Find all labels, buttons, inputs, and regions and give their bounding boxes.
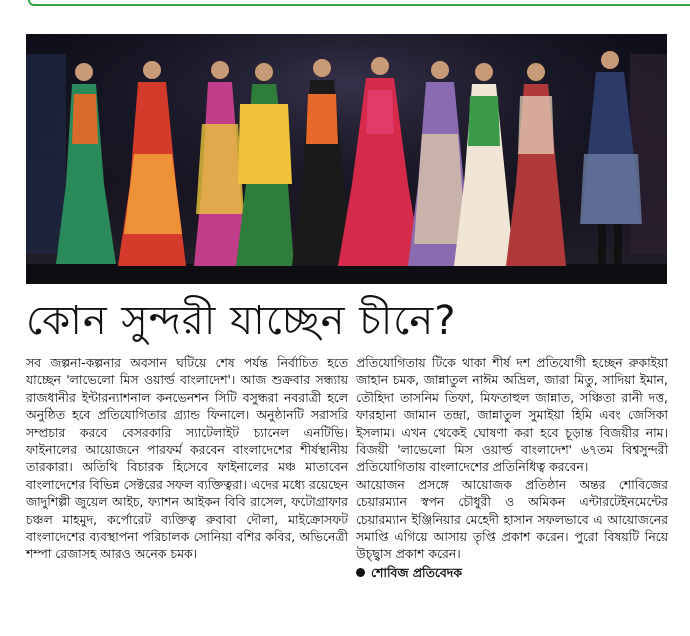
top-border-rule bbox=[28, 0, 690, 6]
paragraph: সব জল্পনা-কল্পনার অবসান ঘটিয়ে শেষ পর্যন্ত নির্বাচিত হতে যাচ্ছেন 'লাভেলো মিস ওয়ার্ল্ড বাংলাদেশ'। আজ শুক্রবার সন্ধ্যায় রাজধানীর ইন্টারন্যাশনাল কনভেনশন সিটি বসুন্ধরা নবরাত্রী হলে অনুষ্ঠিত হবে প্রতিযোগিতার গ্র্যান্ড ফিনালে। অনুষ্ঠানটি সরাসরি সম্প্রচার করবে বেসরকারি স্যাটেলাইট চ্যানেল এনটিভি। ফাইনালের আয়োজনে পারফর্ম করবেন বাংলাদেশের শীর্ষস্থানীয় তারকারা। অতিথি বিচারক হিসেবে ফাইনালের মঞ্চ মাতাবেন বাংলাদেশের বিভিন্ন সেক্টরের সফল ব্যক্তিত্বরা। এদের মধ্যে রয়েছেন জাদুশিল্পী জুয়েল আইচ, ফ্যাশন আইকন বিবি রাসেল, ফটোগ্রাফার চঞ্চল মাহমুদ, কর্পোরেট ব্যক্তিত্ব রুবাবা দৌলা, মাইক্রোসফট বাংলাদেশের ব্যবস্থাপনা পরিচালক সোনিয়া বশির কবির, অভিনেত্রী শম্পা রেজাসহ আরও অনেক চমক। bbox=[26, 355, 348, 562]
byline bbox=[356, 564, 668, 581]
article-photo bbox=[26, 34, 667, 284]
paragraph: প্রতিযোগিতায় টিকে থাকা শীর্ষ দশ প্রতিযোগী হচ্ছেন রুকাইয়া জাহান চমক, জান্নাতুল নাঈম অভ্রিল, জারা মিতু, সাদিয়া ইমান, তৌহিদা তাসনিম তিফা, মিফতাহুল জান্নাত, সঞ্চিতা রানী দত্ত, ফারহানা জামান তন্দ্রা, জান্নাতুল সুমাইয়া হিমি এবং জেসিকা ইসলাম। এখন থেকেই ঘোষণা করা হবে চূড়ান্ত বিজয়ীর নাম। বিজয়ী 'লাভেলো মিস ওয়ার্ল্ড বাংলাদেশ' ৬৭তম বিশ্বসুন্দরী প্রতিযোগিতায় বাংলাদেশের প্রতিনিধিত্ব করবেন। bbox=[356, 355, 668, 475]
paragraph: আয়োজন প্রসঙ্গে আয়োজক প্রতিষ্ঠান অন্তর শোবিজের চেয়ারম্যান স্বপন চৌধুরী ও অমিকন এন্টারটেইনমেন্টের চেয়ারম্যান ইঞ্জিনিয়ার মেহেদী হাসান সফলভাবে এ আয়োজনের সমাপ্তি এগিয়ে আসায় তৃপ্তি প্রকাশ করেন। পুরো বিষয়টি নিয়ে উচ্ছ্বাস প্রকাশ করেন। bbox=[356, 476, 668, 562]
article-column-left bbox=[26, 354, 348, 563]
bullet-icon bbox=[356, 568, 365, 577]
byline-text: শোবিজ প্রতিবেদক bbox=[371, 564, 462, 580]
runway-illustration bbox=[26, 34, 667, 284]
article-column-right bbox=[356, 354, 668, 581]
article-headline: কোন সুন্দরী যাচ্ছেন চীনে? bbox=[26, 298, 457, 344]
